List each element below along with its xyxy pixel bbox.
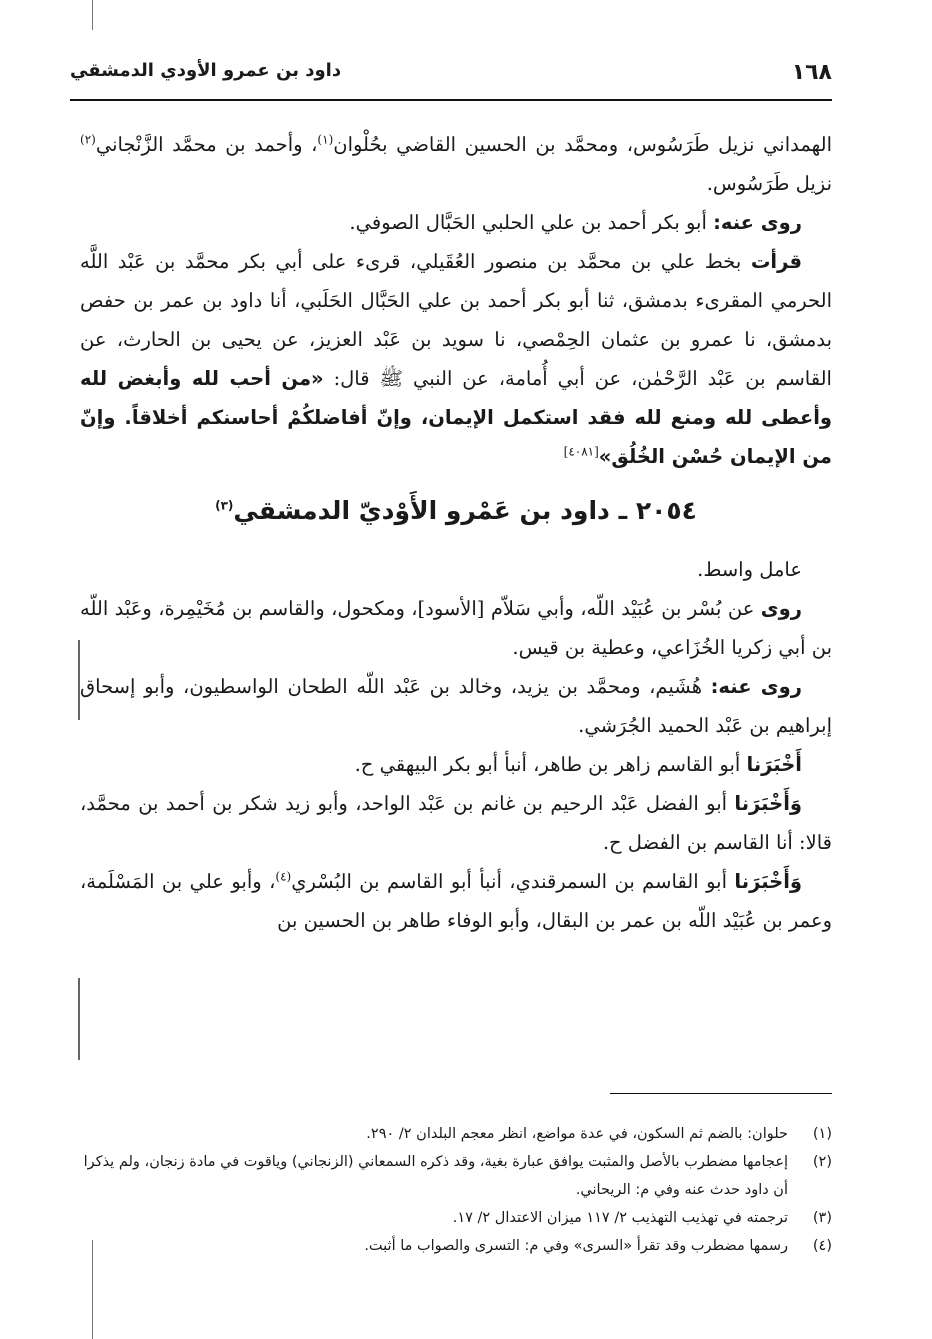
footnote bbox=[70, 1148, 832, 1204]
paragraph bbox=[80, 667, 832, 745]
footnote-number: (١) bbox=[812, 1126, 832, 1142]
footnote-rule bbox=[610, 1093, 832, 1094]
keyword: روى bbox=[760, 597, 802, 620]
paragraph bbox=[80, 745, 832, 784]
footnote-text: ترجمته في تهذيب التهذيب ٢/ ١١٧ ميزان الاعتدال ٢/ ١٧. bbox=[452, 1210, 788, 1226]
keyword: وَأَخْبَرَنا bbox=[734, 792, 802, 815]
paragraph-text: أبو القاسم بن السمرقندي، أنبأ أبو القاسم بن البُسْري bbox=[291, 870, 735, 893]
footnote-text: رسمها مضطرب وقد تقرأ «السرى» وفي م: التسرى والصواب ما أثبت. bbox=[364, 1238, 788, 1254]
paragraph bbox=[80, 203, 832, 242]
paragraph-text: ، وأحمد بن محمَّد الزَّنْجاني bbox=[95, 133, 318, 156]
paragraph-text: نزيل طَرَسُوس. bbox=[706, 172, 832, 195]
paragraph-text: هُشَيم، ومحمَّد بن يزيد، وخالد بن عَبْد اللّه الطحان الواسطيون، وأبو إسحاق إبراهيم بن عَبْد الحميد الجُرَشي. bbox=[80, 675, 832, 737]
paragraph bbox=[80, 125, 832, 203]
hadith-text: «من أحب لله وأبغض لله وأعطى لله ومنع لله فقد استكمل الإيمان، وإنّ أفاضلكُمْ أحاسنكم أخلاقاً. وإنّ من الإيمان حُسْن الخُلُق» bbox=[80, 367, 832, 468]
page-number: ١٦٨ bbox=[791, 60, 832, 85]
footnote-marker: (٢) bbox=[80, 132, 96, 147]
footnote-number: (٣) bbox=[812, 1210, 832, 1226]
paragraph bbox=[80, 550, 832, 589]
paragraph-text: أبو القاسم زاهر بن طاهر، أنبأ أبو بكر البيهقي ح. bbox=[354, 753, 747, 776]
footnote bbox=[70, 1204, 832, 1232]
keyword: روى عنه: bbox=[713, 211, 802, 234]
paragraph-text: ، وأبو علي بن المَسْلَمة، وعمر بن عُبَيْد اللّه بن عمر بن البقال، وأبو الوفاء طاهر بن الحسين بن bbox=[80, 870, 832, 932]
paragraph-text: بخط علي بن محمَّد بن منصور العُقَيلي، قرىء على أبي بكر محمَّد بن عَبْد اللَّه الحرمي المقرىء بدمشق، ثنا أبو بكر أحمد بن علي الحَبَّال الحَلَبي، أنا داود بن عمر بن حفص بدمشق، نا عمرو بن عثمان الحِمْصي، نا سويد بن عَبْد العزيز، عن يحيى بن الحارث، عن القاسم بن عَبْد الرَّحْمٰن، عن أبي أُمامة، عن النبي ﷺ قال: bbox=[80, 250, 832, 390]
footnote-number: (٢) bbox=[812, 1154, 832, 1170]
footnote bbox=[70, 1232, 832, 1260]
running-title: داود بن عمرو الأودي الدمشقي bbox=[70, 60, 342, 81]
footnote-number: (٤) bbox=[812, 1238, 832, 1254]
keyword: وَأَخْبَرَنا bbox=[734, 870, 803, 893]
paragraph bbox=[80, 242, 832, 476]
footnote bbox=[70, 1120, 832, 1148]
paragraph bbox=[80, 784, 832, 862]
margin-bar bbox=[78, 978, 80, 1060]
footnote-text: حلوان: بالضم ثم السكون، في عدة مواضع، انظر معجم البلدان ٢/ ٢٩٠. bbox=[366, 1126, 788, 1142]
footnote-marker: (٤) bbox=[275, 869, 292, 884]
paragraph-text: أبو بكر أحمد بن علي الحلبي الحَبَّال الصوفي. bbox=[349, 211, 714, 234]
paragraph bbox=[80, 589, 832, 667]
footnote-marker: (٣) bbox=[215, 498, 234, 513]
footnote-text: إعجامها مضطرب بالأصل والمثبت يوافق عبارة بغية، وقد ذكره السمعاني (الزنجاني) وياقوت في مادة زنجان، ولم يذكرا أن داود حدث عنه وفي م: الريحاني. bbox=[83, 1154, 788, 1198]
paragraph-text: عامل واسط. bbox=[697, 558, 802, 581]
keyword: روى عنه: bbox=[710, 675, 802, 698]
keyword: أَخْبَرَنا bbox=[746, 753, 802, 776]
paragraph-text: الهمداني نزيل طَرَسُوس، ومحمَّد بن الحسين القاضي بحُلْوان bbox=[333, 133, 832, 156]
scan-edge-line bbox=[92, 0, 93, 30]
paragraph-text: أبو الفضل عَبْد الرحيم بن غانم بن عَبْد الواحد، وأبو زيد شكر بن أحمد بن محمَّد، قالا: أنا القاسم بن الفضل ح. bbox=[80, 792, 832, 854]
footnote-marker: (١) bbox=[317, 132, 334, 147]
main-text bbox=[80, 125, 832, 940]
page-header bbox=[70, 60, 832, 96]
paragraph bbox=[80, 862, 832, 940]
header-rule bbox=[70, 99, 832, 101]
hadith-number: [٤٠٨١] bbox=[563, 444, 599, 459]
entry-heading bbox=[80, 486, 832, 536]
keyword: قرأت bbox=[750, 250, 802, 273]
footnotes bbox=[70, 1120, 832, 1260]
entry-title: ٢٠٥٤ ـ داود بن عَمْرو الأَوْديّ الدمشقي bbox=[233, 496, 697, 525]
paragraph-text: عن بُسْر بن عُبَيْد اللّه، وأبي سَلاّم [الأسود]، ومكحول، والقاسم بن مُخَيْمِرة، وعَبْد اللّه بن أبي زكريا الخُزَاعي، وعطية بن قيس. bbox=[80, 597, 832, 659]
